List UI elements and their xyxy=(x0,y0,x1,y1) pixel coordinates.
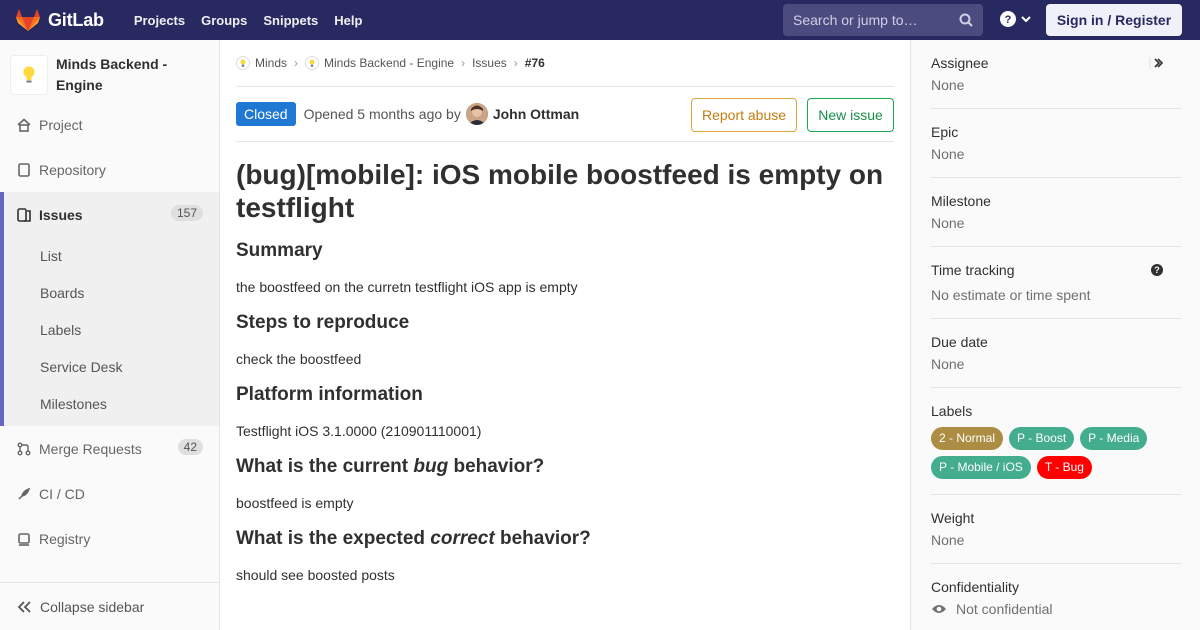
lightbulb-icon xyxy=(236,56,250,70)
heading-text: behavior? xyxy=(448,456,545,477)
gitlab-logo[interactable] xyxy=(16,0,104,40)
sidebar-item-repository[interactable] xyxy=(0,147,219,192)
label-chip[interactable]: P - Media xyxy=(1080,427,1147,450)
milestone-value: None xyxy=(931,215,965,231)
collapse-sidebar-button[interactable] xyxy=(0,582,219,630)
chevron-down-icon xyxy=(1020,14,1032,24)
chevron-right-icon: › xyxy=(513,56,518,70)
sidebar-subitem-milestones[interactable]: Milestones xyxy=(40,395,107,412)
confidentiality-row xyxy=(931,601,1181,617)
label-chip[interactable]: P - Mobile / iOS xyxy=(931,456,1031,479)
time-tracking-value: No estimate or time spent xyxy=(931,287,1091,303)
disk-icon xyxy=(16,531,32,547)
sidebar-item-merge-requests[interactable] xyxy=(0,426,219,471)
heading-text: What is the expected xyxy=(236,528,431,549)
sidebar-subitem-boards[interactable]: Boards xyxy=(40,284,85,301)
sidebar-subitem-labels[interactable]: Labels xyxy=(40,321,82,338)
sidebar-item-label: Merge Requests xyxy=(39,440,142,457)
sidebar-subitem-list[interactable]: List xyxy=(40,247,62,264)
section-heading xyxy=(236,456,894,478)
lightbulb-icon xyxy=(21,65,37,85)
issues-count-badge: 157 xyxy=(171,205,203,221)
chevron-right-icon: › xyxy=(461,56,466,70)
issues-section xyxy=(0,192,219,426)
confidentiality-title: Confidentiality xyxy=(931,579,1019,595)
label-chip[interactable]: 2 - Normal xyxy=(931,427,1003,450)
rocket-icon xyxy=(16,486,32,502)
breadcrumb xyxy=(236,40,894,87)
heading-text: behavior? xyxy=(494,528,591,549)
home-icon xyxy=(16,117,32,133)
assignee-block xyxy=(931,40,1181,109)
project-avatar xyxy=(10,55,48,95)
epic-block xyxy=(931,109,1181,178)
breadcrumb-project[interactable] xyxy=(305,56,454,70)
new-issue-button[interactable]: New issue xyxy=(807,98,894,132)
sidebar-item-project[interactable] xyxy=(0,102,219,147)
nav-groups[interactable]: Groups xyxy=(201,12,248,28)
report-abuse-button[interactable]: Report abuse xyxy=(691,98,797,132)
expand-sidebar-icon[interactable] xyxy=(1149,56,1163,72)
merge-icon xyxy=(16,441,32,457)
labels-list xyxy=(931,427,1181,485)
top-navbar xyxy=(0,0,1200,40)
section-heading: Steps to reproduce xyxy=(236,312,410,333)
chevron-right-icon: › xyxy=(294,56,299,70)
search-placeholder: Search or jump to… xyxy=(793,12,918,28)
section-heading: Summary xyxy=(236,240,323,261)
svg-text:?: ? xyxy=(1004,14,1012,26)
sidebar-item-label: Repository xyxy=(39,161,106,178)
search-input[interactable] xyxy=(783,4,983,36)
question-icon[interactable]: ? xyxy=(1151,264,1163,276)
section-body: check the boostfeed xyxy=(236,351,362,367)
labels-title: Labels xyxy=(931,403,973,419)
due-date-block xyxy=(931,319,1181,388)
help-dropdown[interactable] xyxy=(1000,11,1032,27)
label-chip[interactable]: P - Boost xyxy=(1009,427,1074,450)
gitlab-fox-icon xyxy=(16,9,40,31)
label-chip[interactable]: T - Bug xyxy=(1037,456,1092,479)
double-chevron-left-icon xyxy=(16,600,32,614)
milestone-block xyxy=(931,178,1181,247)
heading-emphasis: bug xyxy=(413,456,449,477)
breadcrumb-text: Minds Backend - Engine xyxy=(324,56,455,70)
due-date-title: Due date xyxy=(931,334,988,350)
author-name[interactable]: John Ottman xyxy=(492,106,580,122)
question-icon xyxy=(1000,11,1016,27)
status-badge: Closed xyxy=(236,102,296,126)
left-sidebar xyxy=(0,40,220,630)
weight-value: None xyxy=(931,532,965,548)
breadcrumb-text: Minds xyxy=(255,56,288,70)
time-tracking-block xyxy=(931,247,1181,319)
brand-name: GitLab xyxy=(48,9,104,30)
confidentiality-value: Not confidential xyxy=(956,601,1053,617)
sidebar-item-label: Project xyxy=(39,116,83,133)
sidebar-item-ci-cd[interactable] xyxy=(0,471,219,516)
project-header[interactable] xyxy=(0,40,219,100)
collapse-sidebar-label: Collapse sidebar xyxy=(40,598,145,615)
sidebar-item-label: Registry xyxy=(39,530,91,547)
section-body: boostfeed is empty xyxy=(236,495,354,511)
section-body: should see boosted posts xyxy=(236,567,395,583)
confidentiality-block xyxy=(931,564,1181,630)
nav-help[interactable]: Help xyxy=(334,12,363,28)
breadcrumb-minds[interactable] xyxy=(236,56,287,70)
opened-text: Opened 5 months ago by xyxy=(303,106,461,122)
project-name: Minds Backend - Engine xyxy=(55,56,168,93)
issue-title: (bug)[mobile]: iOS mobile boostfeed is empty on testflight xyxy=(236,159,884,223)
lightbulb-icon xyxy=(305,56,319,70)
breadcrumb-issues[interactable]: Issues xyxy=(472,56,507,70)
sidebar-subitem-service-desk[interactable]: Service Desk xyxy=(40,358,123,375)
section-body: Testflight iOS 3.1.0000 (210901110001) xyxy=(236,423,482,439)
milestone-title: Milestone xyxy=(931,193,991,209)
sidebar-item-issues[interactable] xyxy=(4,192,219,237)
due-date-value: None xyxy=(931,356,965,372)
assignee-title: Assignee xyxy=(931,55,989,71)
issue-main-content xyxy=(236,40,894,630)
right-sidebar xyxy=(910,40,1200,630)
weight-title: Weight xyxy=(931,510,975,526)
heading-emphasis: correct xyxy=(430,528,495,549)
issues-icon xyxy=(16,207,32,223)
section-heading: Platform information xyxy=(236,384,423,405)
sidebar-item-label: CI / CD xyxy=(39,485,85,502)
sidebar-item-label: Issues xyxy=(39,206,83,223)
nav-snippets[interactable]: Snippets xyxy=(263,12,319,28)
weight-block xyxy=(931,495,1181,564)
sidebar-item-registry[interactable] xyxy=(0,516,219,561)
merge-requests-count-badge: 42 xyxy=(178,439,203,455)
epic-value: None xyxy=(931,146,965,162)
avatar[interactable] xyxy=(466,103,488,125)
nav-projects[interactable]: Projects xyxy=(133,12,186,28)
section-heading xyxy=(236,528,894,550)
heading-text: What is the current xyxy=(236,456,414,477)
eye-icon xyxy=(931,603,947,615)
assignee-value: None xyxy=(931,77,965,93)
search-icon xyxy=(959,13,973,27)
labels-block xyxy=(931,388,1181,495)
section-body: the boostfeed on the curretn testflight iOS app is empty xyxy=(236,279,578,295)
doc-icon xyxy=(16,162,32,178)
epic-title: Epic xyxy=(931,124,959,140)
breadcrumb-issue-number[interactable]: #76 xyxy=(524,56,545,70)
sign-in-button[interactable]: Sign in / Register xyxy=(1046,4,1182,36)
time-tracking-title: Time tracking xyxy=(931,262,1015,278)
